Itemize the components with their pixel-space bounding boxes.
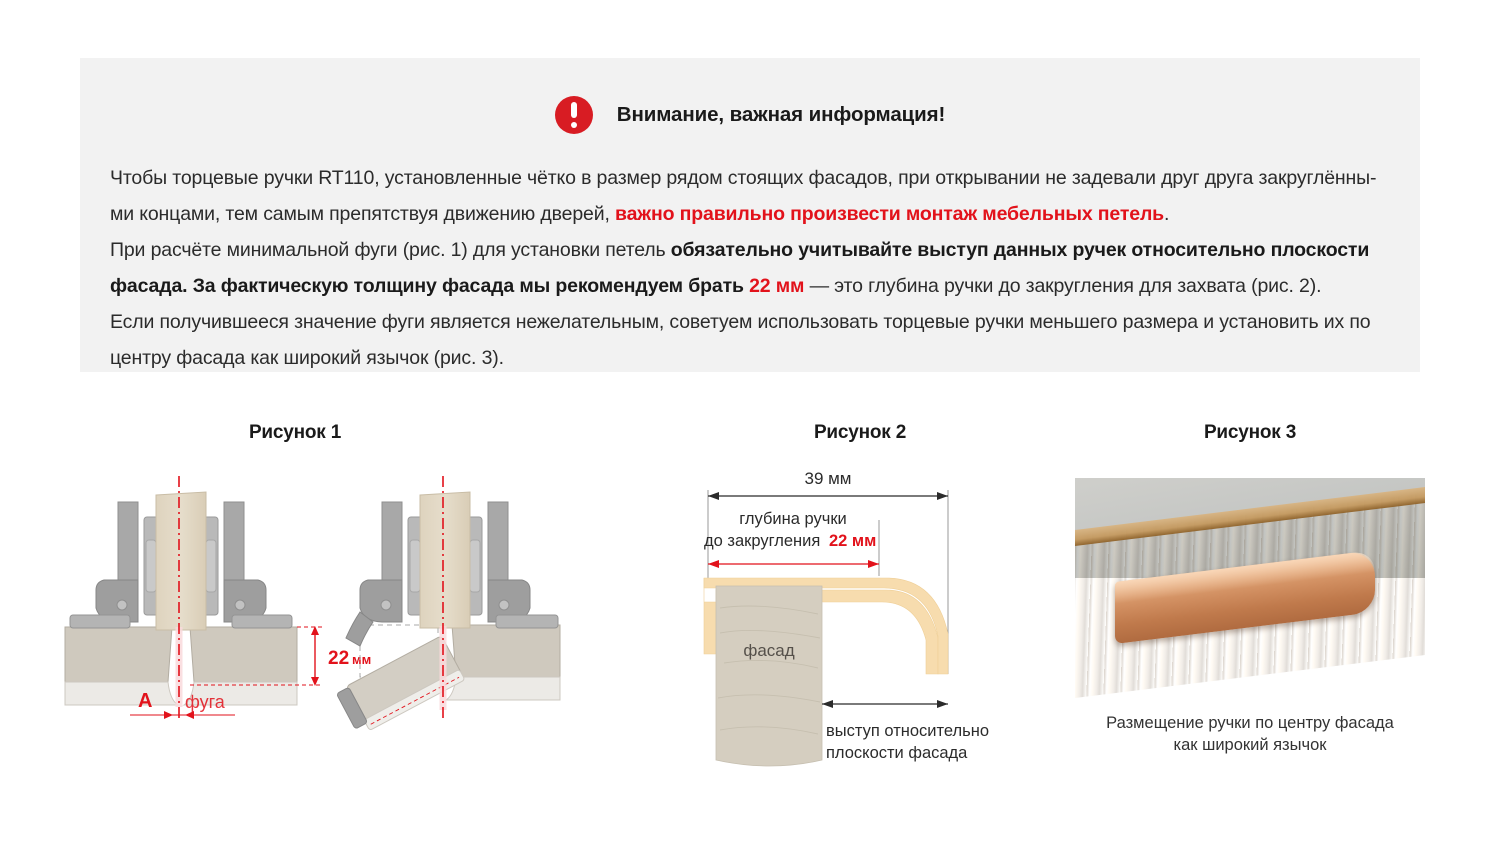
- fig1-open-hinge-right-slot: [470, 540, 480, 592]
- notice-p1-run-1: Чтобы торцевые ручки RT110, установленные чётко в размер рядом стоящих фасадов, при открывании не задевали друг друга закруглённы-ми концами, тем самым препятствуя движению дверей,: [110, 167, 1377, 225]
- fig2-dim-arrow-total-right: [937, 492, 948, 500]
- figure-2-handle-profile: [690, 458, 1030, 768]
- figure-2-title: Рисунок 2: [813, 422, 907, 443]
- fig1-cabinet-right-body: [190, 627, 297, 682]
- fig1-closed-assembly: [65, 476, 371, 719]
- fig2-facade-panel: [716, 586, 822, 766]
- fig2-dim-arrow-total-left: [708, 492, 719, 500]
- notice-body: [80, 134, 1420, 376]
- notice-title: Внимание, важная информация!: [616, 103, 946, 126]
- fig2-dim-arrow-depth-left: [708, 560, 719, 568]
- figure-1-title: Рисунок 1: [248, 422, 342, 443]
- fig1-gap-arrow-left: [164, 711, 173, 719]
- fig2-label-depth-value: 22 мм: [829, 532, 877, 550]
- figure-1-hinge-diagram: [60, 462, 660, 742]
- fig2-dim-arrow-depth-right: [868, 560, 879, 568]
- fig2-label-depth-line2-prefix: до закругления: [704, 532, 821, 550]
- fig1-label-gap: фуга: [185, 692, 225, 712]
- notice-paragraph-2: [110, 232, 1392, 304]
- fig1-open-hinge-left-arm: [360, 580, 402, 622]
- notice-paragraph-1: [110, 160, 1392, 232]
- fig1-hinge-right-plate: [232, 615, 292, 628]
- figure-3-caption-line2: как широкий язычок: [1173, 736, 1327, 754]
- fig2-dim-arrow-offset-left: [822, 700, 833, 708]
- notice-p1-run-2-highlight: важно правильно произвести монтаж мебельных петель: [615, 203, 1165, 225]
- figure-3-photo: [1075, 478, 1425, 698]
- fig1-hinge-left-pivot: [117, 600, 127, 610]
- notice-paragraph-3: [110, 304, 1392, 376]
- fig1-open-facade-panel: [420, 492, 470, 628]
- figure-1-svg: [60, 462, 660, 742]
- fig2-label-facade: фасад: [743, 641, 795, 660]
- important-notice-banner: [80, 58, 1420, 372]
- fig1-gap-arrow-right: [185, 711, 194, 719]
- fig1-open-assembly: [336, 476, 560, 736]
- fig2-label-depth-line1: глубина ручки: [739, 510, 847, 528]
- fig1-open-hinge-right-pivot: [499, 600, 509, 610]
- fig1-hinge-left-slot: [146, 540, 156, 592]
- figure-2-svg: [690, 458, 1030, 768]
- notice-p2-run-1: При расчёте минимальной фуги (рис. 1) для установки петель: [110, 239, 671, 261]
- notice-p1-run-3: .: [1164, 203, 1170, 225]
- fig2-dim-arrow-offset-right: [937, 700, 948, 708]
- fig1-dim-22-value: 22: [328, 648, 350, 669]
- fig2-label-total-width: 39 мм: [804, 469, 852, 488]
- fig1-cabinet-left-body: [65, 627, 172, 682]
- exclamation-circle-icon: [555, 96, 593, 134]
- fig1-open-hinge-left-pivot: [381, 600, 391, 610]
- notice-p3-run-1: Если получившееся значение фуги является нежелательным, советуем использовать торцевые ручки меньшего размера и установить их по центру фасада как широкий язычок (рис. 3).: [110, 311, 1371, 369]
- figure-3-title: Рисунок 3: [1203, 422, 1297, 443]
- fig1-hinge-right-slot: [206, 540, 216, 592]
- fig1-dim-22-unit: мм: [352, 652, 372, 667]
- figure-3-caption-line1: Размещение ручки по центру фасада: [1106, 714, 1394, 732]
- figure-3-photo-block: [1075, 478, 1425, 768]
- fig1-hinge-right-pivot: [235, 600, 245, 610]
- fig1-label-point-a: A: [138, 690, 153, 712]
- fig1-open-hinge-left-slot: [410, 540, 420, 592]
- fig2-label-offset-line2: плоскости фасада: [826, 744, 968, 762]
- notice-p2-run-4: — это глубина ручки до закругления для захвата (рис. 2).: [804, 275, 1322, 297]
- notice-header: [80, 58, 1420, 134]
- fig1-hinge-left-plate: [70, 615, 130, 628]
- fig1-cabinet-left-edge: [65, 682, 178, 705]
- fig2-label-offset-line1: выступ относительно: [826, 722, 990, 740]
- figure-3-caption: [1075, 712, 1425, 756]
- fig1-open-hinge-right-plate: [496, 615, 558, 628]
- fig1-open-cabinet-body: [452, 625, 560, 677]
- notice-p2-run-2-bold: обязательно учитывайте выступ данных ручек относительно плоскости фасада. За фактическую толщину фасада мы рекомендуем брать: [110, 239, 1370, 297]
- notice-p2-run-3-highlight: 22 мм: [749, 275, 805, 297]
- fig1-facade-panel: [156, 492, 206, 630]
